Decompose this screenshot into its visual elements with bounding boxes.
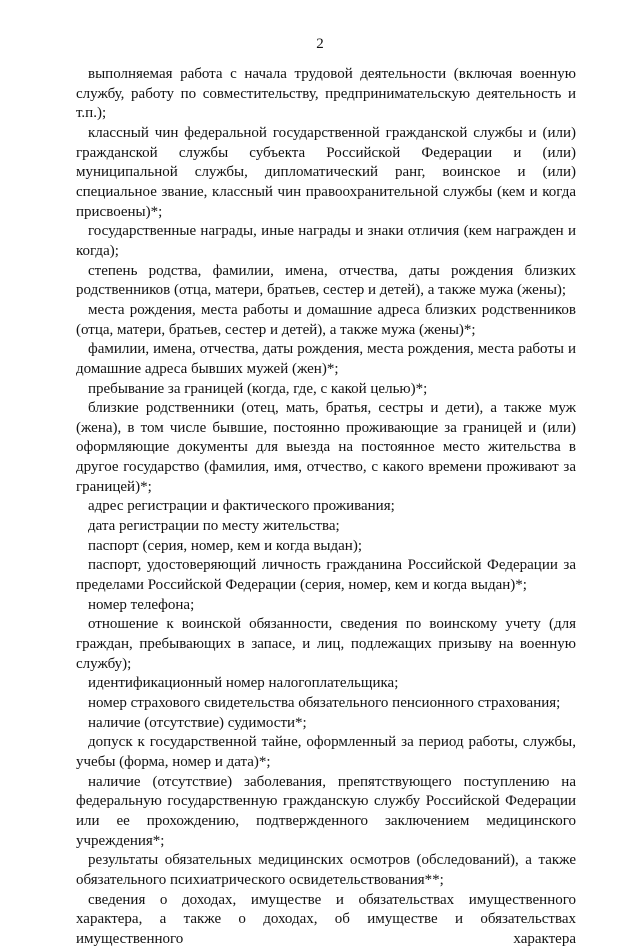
paragraph: пребывание за границей (когда, где, с какой целью)*; [88, 380, 428, 397]
paragraph: отношение к воинской обязанности, сведения по воинскому учету (для граждан, пребывающих в запасе, и лиц, подлежащих призыву на военную службу); [76, 616, 576, 672]
paragraph: паспорт, удостоверяющий личность гражданина Российской Федерации за пределами Российской Федерации (серия, номер, кем и когда выдан)*; [76, 557, 576, 594]
paragraph: близкие родственники (отец, мать, братья, сестры и дети), а также муж (жена), в том числе бывшие, постоянно проживающие за границей и (или) оформляющие документы для выезда на постоянное место жительства в другое государство (фамилия, имя, отчество, с какого времени проживают за границей)*; [76, 400, 576, 495]
paragraph: дата регистрации по месту жительства; [88, 518, 340, 535]
paragraph: идентификационный номер налогоплательщика; [88, 675, 399, 692]
paragraph: фамилии, имена, отчества, даты рождения, места рождения, места работы и домашние адреса бывших мужей (жен)*; [76, 341, 576, 377]
document-body [76, 65, 576, 950]
paragraph: паспорт (серия, номер, кем и когда выдан); [88, 537, 362, 554]
paragraph: результаты обязательных медицинских осмотров (обследований), а также обязательного психиатрического освидетельствования**; [76, 852, 576, 888]
paragraph: выполняемая работа с начала трудовой деятельности (включая военную службу, работу по совместительству, предпринимательскую деятельность и т.п.); [76, 66, 576, 122]
paragraph: государственные награды, иные награды и знаки отличия (кем награжден и когда); [76, 223, 576, 259]
paragraph: классный чин федеральной государственной гражданской службы и (или) гражданской службы субъекта Российской Федерации и (или) муниципальной службы, дипломатический ранг, воинское и (или) специальное звание, классный чин правоохранительной службы (кем и когда присвоены)*; [76, 124, 576, 220]
paragraph: допуск к государственной тайне, оформленный за период работы, службы, учебы (форма, номер и дата)*; [76, 734, 576, 770]
paragraph: номер страхового свидетельства обязательного пенсионного страхования; [88, 695, 561, 711]
paragraph: наличие (отсутствие) судимости*; [88, 714, 307, 731]
paragraph: степень родства, фамилии, имена, отчества, даты рождения близких родственников (отца, матери, братьев, сестер и детей), а также мужа (жены); [76, 262, 576, 299]
paragraph: наличие (отсутствие) заболевания, препятствующего поступлению на федеральную государственную гражданскую службу Российской Федерации или ее прохождению, подтвержденного заключением медицинского учреждения*; [76, 773, 576, 849]
paragraph: адрес регистрации и фактического проживания; [88, 498, 395, 515]
paragraph: номер телефона; [88, 596, 195, 613]
paragraph: места рождения, места работы и домашние адреса близких родственников (отца, матери, братьев, сестер и детей), а также мужа (жены)*; [76, 301, 576, 338]
page-number: 2 [316, 36, 324, 52]
paragraph: сведения о доходах, имуществе и обязательствах имущественного характера, а также о доходах, об имуществе и обязательствах имущественного характера [76, 891, 576, 947]
